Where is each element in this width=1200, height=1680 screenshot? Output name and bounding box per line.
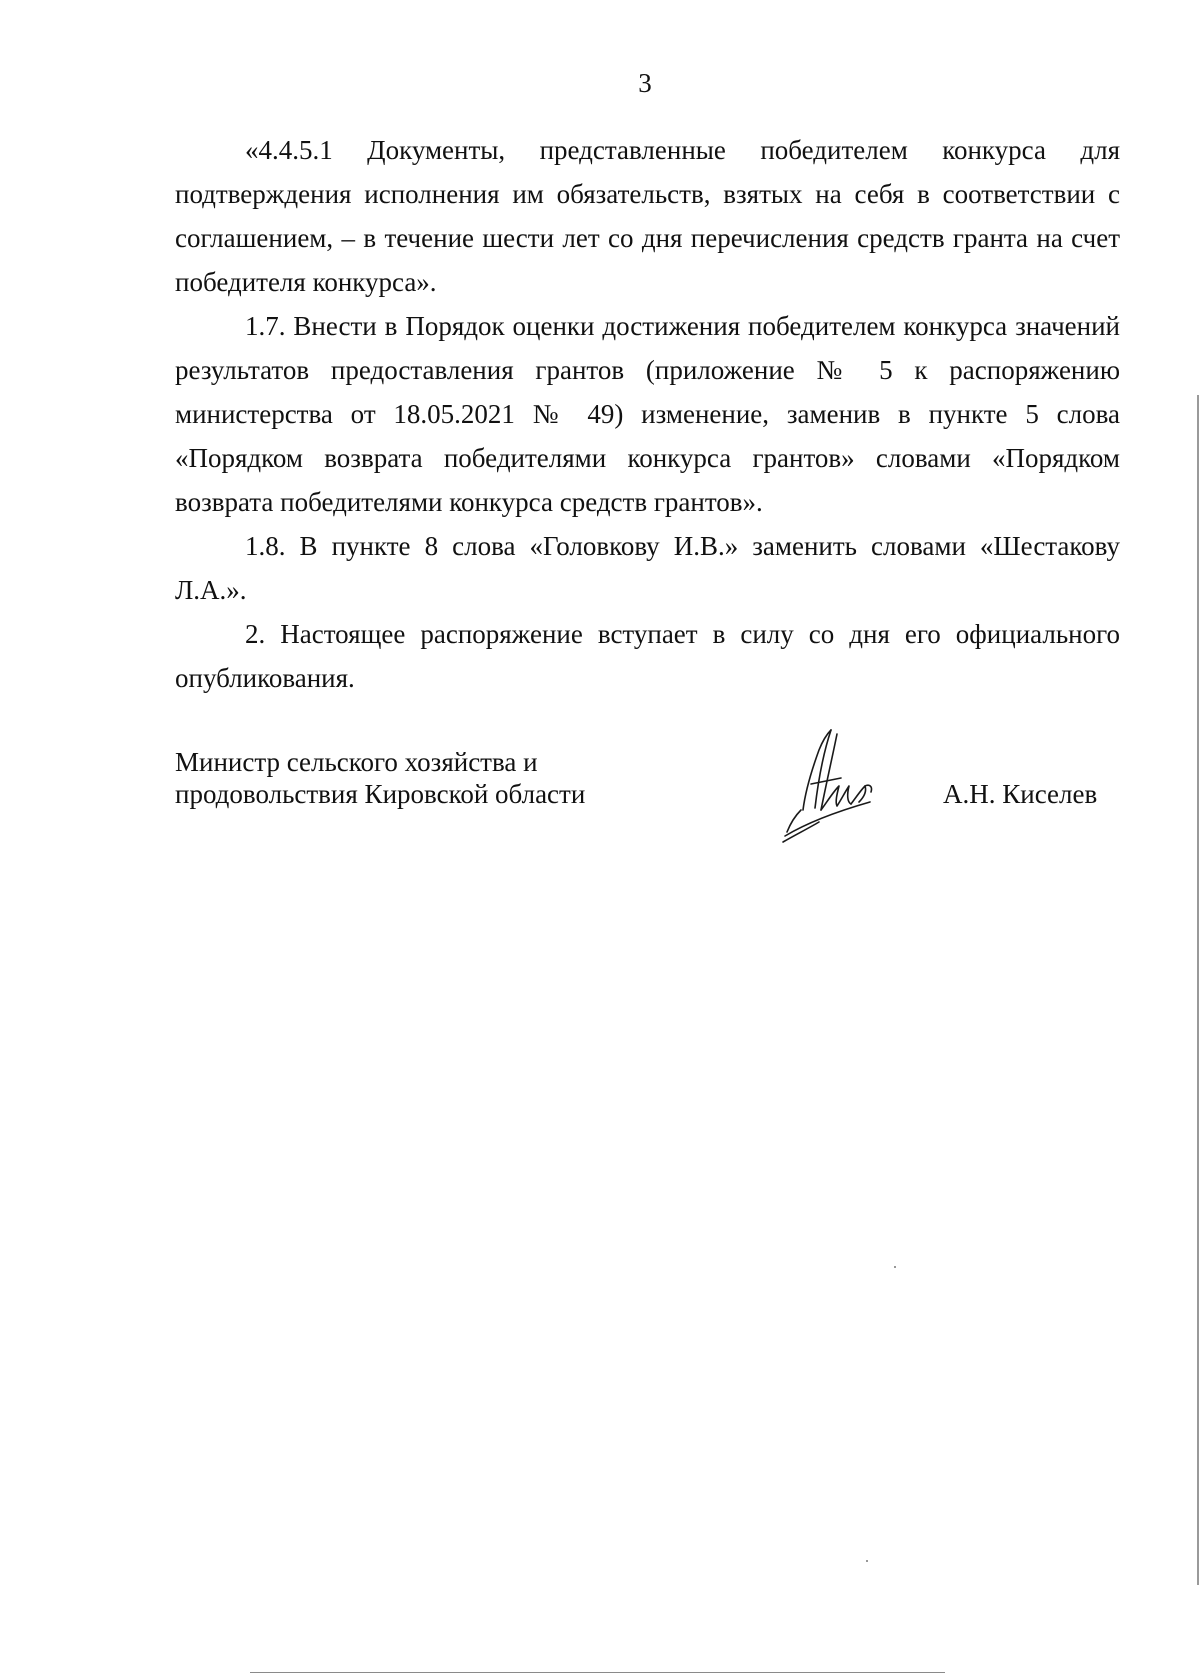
paragraph-1-7: 1.7. Внести в Порядок оценки достижения победителем конкурса значений результатов предоставления грантов (приложение № 5 к распоряжению министерства от 18.05.2021 № 49) изменение, заменив в пункте 5 слова «Порядком возврата победителями конкурса грантов» словами «Порядком возврата победителями конкурса средств грантов». [175, 311, 1120, 517]
signer-title [175, 746, 585, 810]
scan-speck [894, 1266, 896, 1268]
handwritten-signature [775, 724, 885, 846]
scan-edge-bottom [250, 1672, 945, 1673]
paragraph-1-8: 1.8. В пункте 8 слова «Головкову И.В.» заменить словами «Шестакову Л.А.». [175, 531, 1120, 605]
signer-title-line-1: Министр сельского хозяйства и [175, 747, 538, 777]
page-number: 3 [638, 68, 652, 98]
signer-title-line-2: продовольствия Кировской области [175, 779, 586, 809]
signature-block [175, 746, 1120, 856]
signer-name: А.Н. Киселев [943, 779, 1098, 809]
paragraph-2: 2. Настоящее распоряжение вступает в силу со дня его официального опубликования. [175, 619, 1120, 693]
scan-speck [866, 1560, 868, 1562]
scan-edge-right [1197, 395, 1199, 1585]
document-body [175, 128, 1120, 700]
paragraph-4-4-5-1: «4.4.5.1 Документы, представленные победителем конкурса для подтверждения исполнения им обязательств, взятых на себя в соответствии с соглашением, – в течение шести лет со дня перечисления средств гранта на счет победителя конкурса». [175, 135, 1120, 297]
